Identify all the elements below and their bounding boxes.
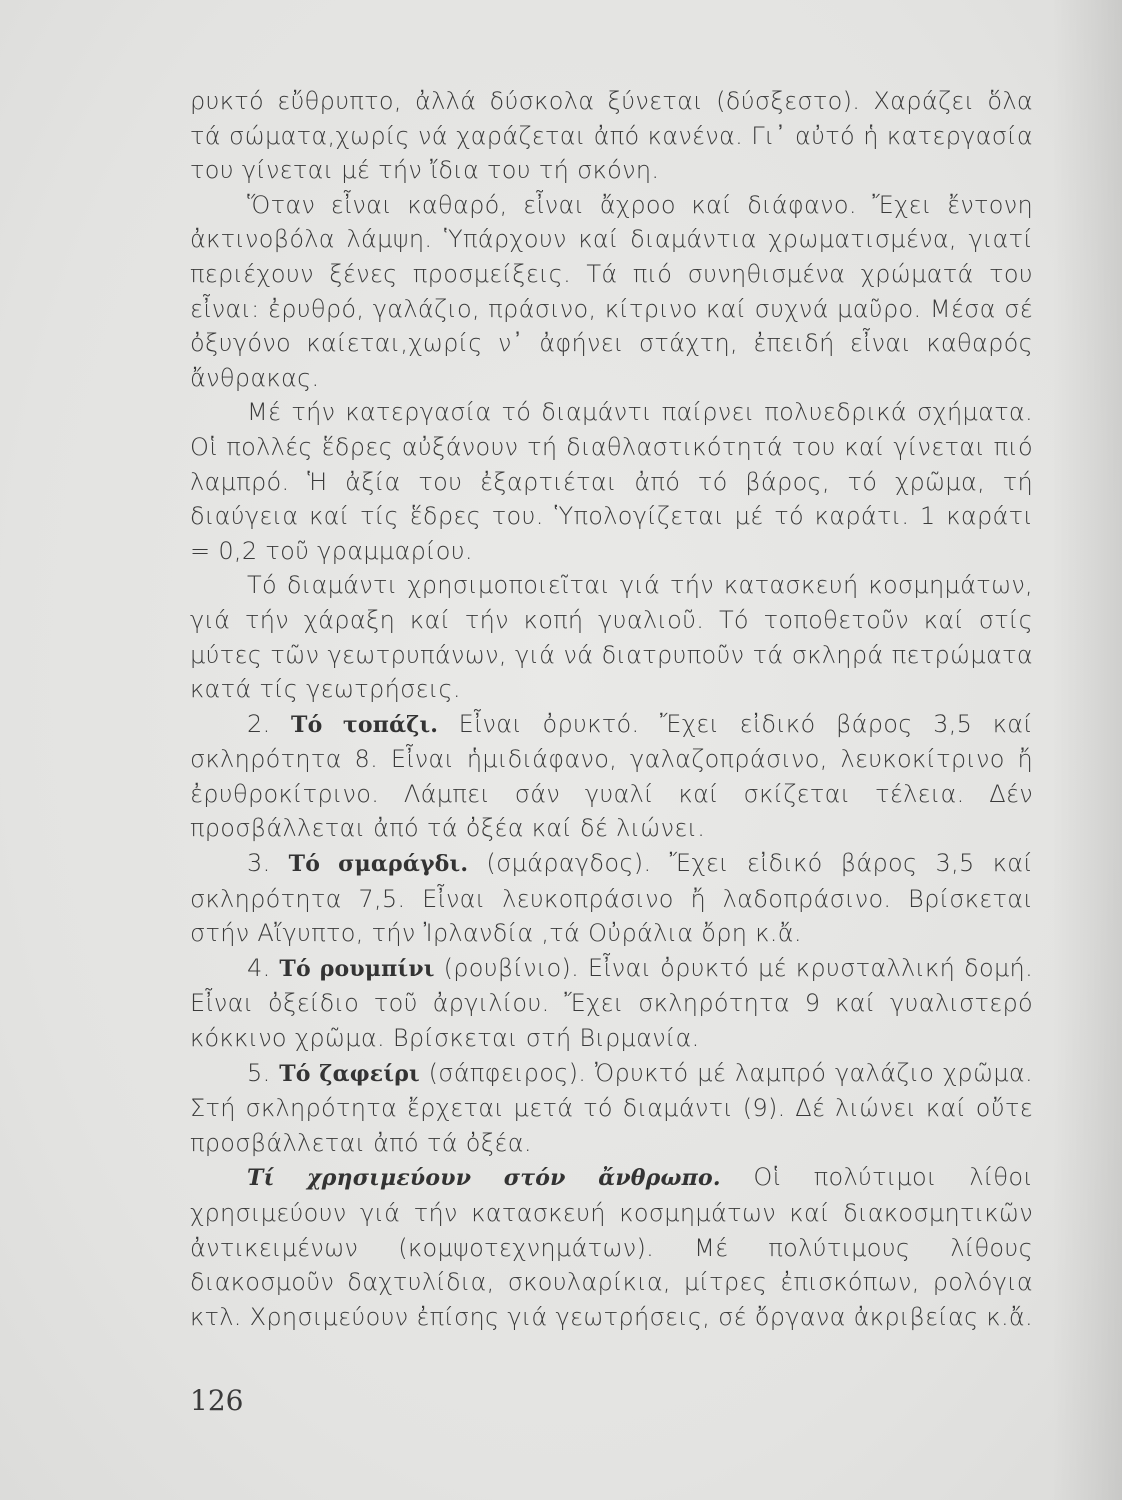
section-title: Τό τοπάζι. (291, 711, 439, 738)
section-emerald (190, 846, 1033, 951)
section-title: Τό σμαράγδι. (288, 851, 469, 878)
section-sapphire (190, 1056, 1033, 1161)
section-number: 4. (247, 953, 271, 982)
section-text: (σάπφειρος). Ὀρυκτό μέ λαμπρό γαλάζιο χρῶμα. Στή σκληρότητα ἔρχεται μετά τό διαμάντι (9). Δέ λιώνει καί οὔτε προσβάλλεται ἀπό τά ὀξέα. (190, 1058, 1033, 1157)
section-title: Τό ζαφείρι (279, 1060, 420, 1087)
section-topaz (190, 707, 1033, 846)
section-text: (σμάραγδος). Ἔχει εἰδικό βάρος 3,5 καί σκληρότητα 7,5. Εἶναι λευκοπράσινο ἤ λαδοπράσινο. Βρίσκεται στήν Αἴγυπτο, τήν Ἰρλανδία ,τά Οὐράλια ὄρη κ.ἄ. (190, 849, 1034, 948)
paragraph-diamond-uses: Τό διαμάντι χρησιμοποιεῖται γιά τήν κατασκευή κοσμημάτων, γιά τήν χάραξη καί τήν κοπή γυαλιοῦ. Τό τοποθετοῦν καί στίς μύτες τῶν γεωτρυπάνων, γιά νά διατρυποῦν τά σκληρά πετρώματα κατά τίς γεωτρήσεις. (190, 571, 1033, 704)
section-text: (ρουβίνιο). Εἶναι ὀρυκτό μέ κρυσταλλική δομή. Εἶναι ὀξείδιο τοῦ ἀργιλίου. Ἔχει σκληρότητα 9 καί γυαλιστερό κόκκινο χρῶμα. Βρίσκεται στή Βιρμανία. (190, 953, 1033, 1053)
section-title: Τί χρησιμεύουν στόν ἄνθρωπο. (247, 1165, 721, 1192)
paragraph-diamond-cutting: Μέ τήν κατεργασία τό διαμάντι παίρνει πολυεδρικά σχήματα. Οἱ πολλές ἕδρες αὐξάνουν τή διαθλαστικότητά του καί γίνεται πιό λαμπρό. Ἡ ἀξία του ἐξαρτιέται ἀπό τό βάρος, τό χρῶμα, τή διαύγεια καί τίς ἕδρες του. Ὑπολογίζεται μέ τό καράτι. 1 καράτι = 0,2 τοῦ γραμμαρίου. (190, 398, 1033, 565)
paragraph-diamond-continued: ρυκτό εὔθρυπτο, ἀλλά δύσκολα ξύνεται (δύσξεστο). Χαράζει ὅλα τά σώματα,χωρίς νά χαράζεται ἀπό κανένα. Γι᾽ αὐτό ἡ κατεργασία του γίνεται μέ τήν ἴδια του τή σκόνη. (190, 87, 1033, 185)
page-number: 126 (190, 1384, 244, 1417)
section-number: 3. (247, 849, 271, 878)
section-title: Τό ρουμπίνι (279, 955, 435, 982)
paragraph-diamond-properties: Ὅταν εἶναι καθαρό, εἶναι ἄχροο καί διάφανο. Ἔχει ἔντονη ἀκτινοβόλα λάμψη. Ὑπάρχουν καί διαμάντια χρωματισμένα, γιατί περιέχουν ξένες προσμείξεις. Τά πιό συνηθισμένα χρώματά του εἶναι: ἐρυθρό, γαλάζιο, πράσινο, κίτρινο καί συχνά μαῦρο. Μέσα σέ ὀξυγόνο καίεται,χωρίς ν᾽ ἀφήνει στάχτη, ἐπειδή εἶναι καθαρός ἄνθρακας. (190, 190, 1033, 392)
section-ruby (190, 951, 1033, 1056)
section-text: Οἱ πολύτιμοι λίθοι χρησιμεύουν γιά τήν κατασκευή κοσμημάτων καί διακοσμητικῶν ἀντικειμένων (κομψοτεχνημάτων). Μέ πολύτιμους λίθους διακοσμοῦν δαχτυλίδια, σκουλαρίκια, μίτρες ἐπισκόπων, ρολόγια κτλ. Χρησιμεύουν ἐπίσης γιά γεωτρήσεις, σέ ὄργανα ἀκριβείας κ.ἄ. (190, 1163, 1033, 1331)
section-number: 2. (247, 709, 271, 738)
body-text (190, 84, 1033, 1334)
section-number: 5. (247, 1058, 271, 1087)
section-text: Εἶναι ὀρυκτό. Ἔχει εἰδικό βάρος 3,5 καί σκληρότητα 8. Εἶναι ἡμιδιάφανο, γαλαζοπράσινο, λευκοκίτρινο ἤ ἐρυθροκίτρινο. Λάμπει σάν γυαλί καί σκίζεται τέλεια. Δέν προσβάλλεται ἀπό τά ὀξέα καί δέ λιώνει. (190, 709, 1033, 843)
page-edge-shadow (1052, 0, 1122, 1500)
section-uses (190, 1160, 1033, 1334)
